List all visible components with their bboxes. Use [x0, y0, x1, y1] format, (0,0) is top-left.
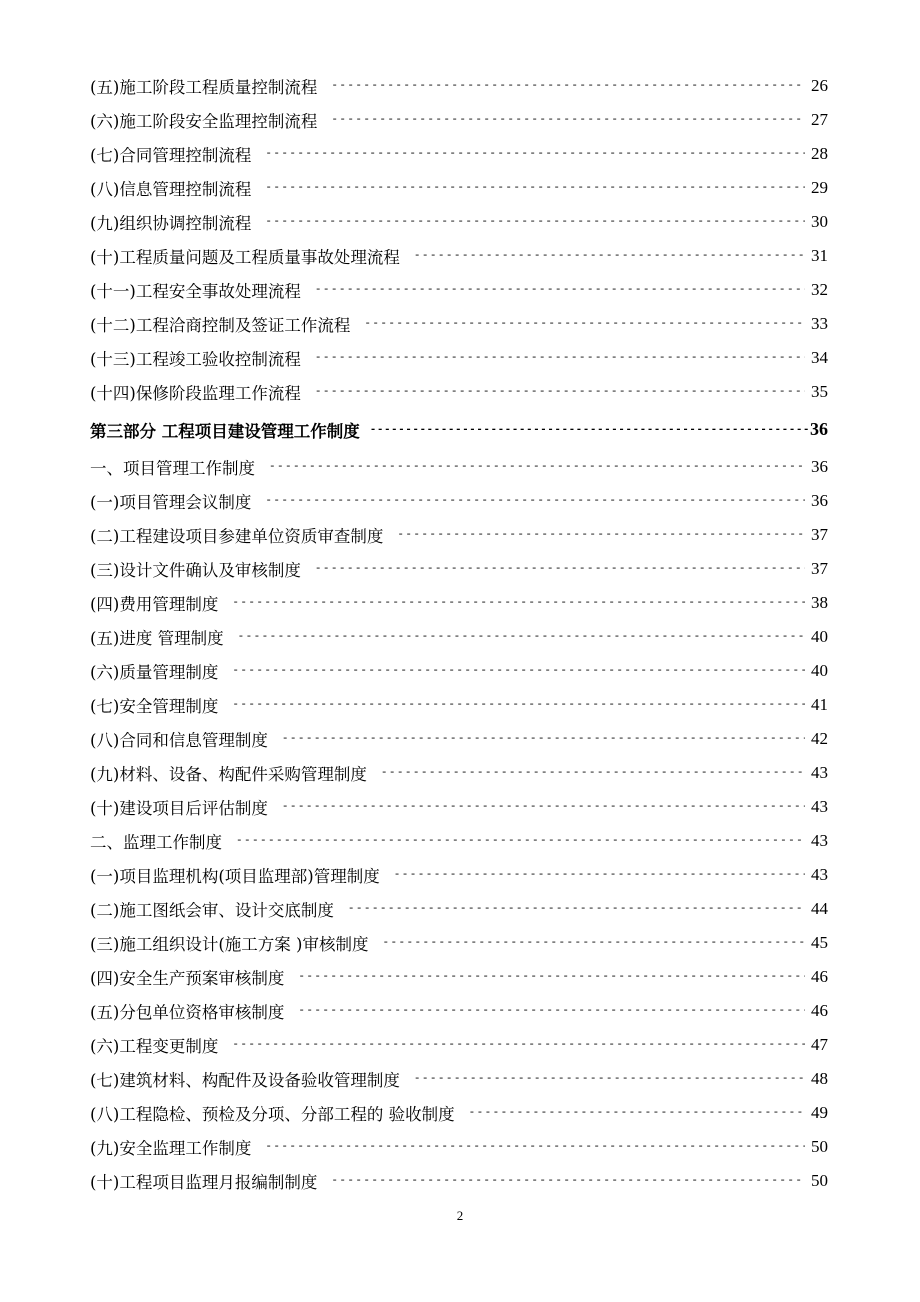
toc-entry-title: (十一)工程安全事故处理流程	[90, 282, 301, 301]
toc-entry[interactable]	[90, 273, 828, 307]
dot-leader	[469, 1107, 805, 1119]
toc-entry[interactable]	[90, 756, 828, 790]
toc-entry[interactable]	[90, 307, 828, 341]
toc-entry-title: (二)工程建设项目参建单位资质审查制度	[90, 527, 384, 546]
toc-entry[interactable]	[90, 994, 828, 1028]
toc-entry-page: 40	[811, 627, 828, 646]
toc-entry-page: 46	[811, 967, 828, 986]
toc-entry[interactable]	[90, 375, 828, 409]
toc-entry[interactable]	[90, 341, 828, 375]
toc-entry-title: (九)材料、设备、构配件采购管理制度	[90, 765, 367, 784]
toc-entry[interactable]	[90, 926, 828, 960]
toc-entry[interactable]	[90, 484, 828, 518]
toc-entry-page: 43	[811, 831, 828, 850]
toc-entry-page: 29	[811, 178, 828, 197]
dot-leader	[414, 1073, 805, 1085]
toc-entry-page: 43	[811, 865, 828, 884]
page-number: 2	[456, 1208, 464, 1223]
toc-entry-page: 28	[811, 144, 828, 163]
dot-leader	[232, 1039, 805, 1051]
dot-leader	[364, 318, 805, 330]
toc-entry-title: (四)费用管理制度	[90, 595, 219, 614]
dot-leader	[315, 563, 805, 575]
dot-leader	[265, 1141, 805, 1153]
toc-entry-title: (十)工程项目监理月报编制制度	[90, 1173, 318, 1192]
toc-entry-page: 42	[811, 729, 828, 748]
toc-entry[interactable]	[90, 586, 828, 620]
dot-leader	[394, 869, 805, 881]
toc-entry-title: (二)施工图纸会审、设计交底制度	[90, 901, 334, 920]
toc-entry-page: 48	[811, 1069, 828, 1088]
toc-entry-title: (三)设计文件确认及审核制度	[90, 561, 301, 580]
toc-entry-title: (十)建设项目后评估制度	[90, 799, 268, 818]
toc-entry-page: 27	[811, 110, 828, 129]
toc-entry[interactable]	[90, 790, 828, 824]
toc-entry-title: (六)工程变更制度	[90, 1037, 219, 1056]
toc-entry-title: (五)进度 管理制度	[90, 629, 224, 648]
dot-leader	[331, 80, 805, 92]
toc-entry-title: (四)安全生产预案审核制度	[90, 969, 285, 988]
toc-entry-page: 36	[811, 491, 828, 510]
toc-entry-page: 36	[810, 419, 828, 439]
dot-leader	[282, 801, 805, 813]
toc-entry-title: 第三部分 工程项目建设管理工作制度	[90, 421, 360, 441]
toc-entry-title: (九)安全监理工作制度	[90, 1139, 252, 1158]
dot-leader	[331, 114, 805, 126]
toc-entry[interactable]	[90, 239, 828, 273]
dot-leader	[383, 937, 806, 949]
toc-entry[interactable]	[90, 892, 828, 926]
dot-leader	[315, 386, 805, 398]
toc-entry-title: (八)合同和信息管理制度	[90, 731, 268, 750]
toc-entry-page: 49	[811, 1103, 828, 1122]
dot-leader	[265, 495, 805, 507]
toc-entry-page: 32	[811, 280, 828, 299]
toc-entry-title: (十三)工程竣工验收控制流程	[90, 350, 301, 369]
toc-entry-title: (八)工程隐检、预检及分项、分部工程的 验收制度	[90, 1105, 455, 1124]
toc-entry-page: 31	[811, 246, 828, 265]
toc-entry-page: 30	[811, 212, 828, 231]
toc-entry-page: 33	[811, 314, 828, 333]
toc-entry[interactable]	[90, 518, 828, 552]
dot-leader	[236, 835, 805, 847]
dot-leader	[238, 631, 805, 643]
toc-entry[interactable]	[90, 171, 828, 205]
toc-entry-page: 37	[811, 525, 828, 544]
toc-entry-page: 50	[811, 1171, 828, 1190]
dot-leader	[370, 424, 808, 436]
toc-entry-title: (六)施工阶段安全监理控制流程	[90, 112, 318, 131]
toc-entry[interactable]	[90, 1164, 828, 1198]
toc-section-heading[interactable]	[90, 409, 828, 450]
toc-entry-title: (六)质量管理制度	[90, 663, 219, 682]
toc-entry-page: 34	[811, 348, 828, 367]
toc-entry[interactable]	[90, 1096, 828, 1130]
toc-entry[interactable]	[90, 69, 828, 103]
toc-entry[interactable]	[90, 960, 828, 994]
toc-entry-page: 41	[811, 695, 828, 714]
toc-entry-page: 37	[811, 559, 828, 578]
toc-entry[interactable]	[90, 1062, 828, 1096]
toc-entry[interactable]	[90, 103, 828, 137]
toc-entry[interactable]	[90, 1130, 828, 1164]
dot-leader	[381, 767, 805, 779]
dot-leader	[298, 1005, 805, 1017]
toc-entry-page: 40	[811, 661, 828, 680]
dot-leader	[414, 250, 805, 262]
dot-leader	[269, 461, 805, 473]
toc-entry-title: (八)信息管理控制流程	[90, 180, 252, 199]
toc-entry-title: (十二)工程洽商控制及签证工作流程	[90, 316, 351, 335]
toc-entry-page: 45	[811, 933, 828, 952]
dot-leader	[232, 597, 805, 609]
dot-leader	[265, 148, 805, 160]
toc-entry-page: 26	[811, 76, 828, 95]
toc-entry-title: (十四)保修阶段监理工作流程	[90, 384, 301, 403]
toc-entry-page: 44	[811, 899, 828, 918]
dot-leader	[348, 903, 805, 915]
toc-entry[interactable]	[90, 858, 828, 892]
toc-entry[interactable]	[90, 1028, 828, 1062]
toc-entry-page: 47	[811, 1035, 828, 1054]
dot-leader	[315, 352, 805, 364]
toc-entry-title: (五)分包单位资格审核制度	[90, 1003, 285, 1022]
toc-entry-title: 二、监理工作制度	[90, 833, 222, 852]
dot-leader	[265, 182, 805, 194]
dot-leader	[265, 216, 805, 228]
toc-entry-title: (九)组织协调控制流程	[90, 214, 252, 233]
toc-entry-title: (三)施工组织设计(施工方案 )审核制度	[90, 935, 369, 954]
toc-entry[interactable]	[90, 654, 828, 688]
toc-entry[interactable]	[90, 824, 828, 858]
toc-entry-title: (七)安全管理制度	[90, 697, 219, 716]
toc-entry-page: 36	[811, 457, 828, 476]
toc-entry-page: 35	[811, 382, 828, 401]
toc-entry-title: (一)项目监理机构(项目监理部)管理制度	[90, 867, 380, 886]
toc-entry-page: 43	[811, 797, 828, 816]
toc-entry-title: (一)项目管理会议制度	[90, 493, 252, 512]
toc-entry-title: (五)施工阶段工程质量控制流程	[90, 78, 318, 97]
toc-entry[interactable]	[90, 205, 828, 239]
dot-leader	[232, 665, 805, 677]
toc-entry[interactable]	[90, 722, 828, 756]
dot-leader	[315, 284, 805, 296]
dot-leader	[282, 733, 805, 745]
toc-entry-page: 46	[811, 1001, 828, 1020]
table-of-contents	[90, 69, 828, 1198]
dot-leader	[331, 1175, 805, 1187]
toc-entry-page: 38	[811, 593, 828, 612]
toc-entry[interactable]	[90, 552, 828, 586]
toc-entry[interactable]	[90, 620, 828, 654]
toc-entry[interactable]	[90, 450, 828, 484]
dot-leader	[298, 971, 805, 983]
toc-entry[interactable]	[90, 137, 828, 171]
toc-entry-title: (十)工程质量问题及工程质量事故处理流程	[90, 248, 400, 267]
dot-leader	[232, 699, 805, 711]
toc-entry[interactable]	[90, 688, 828, 722]
toc-entry-page: 43	[811, 763, 828, 782]
toc-entry-page: 50	[811, 1137, 828, 1156]
toc-entry-title: (七)合同管理控制流程	[90, 146, 252, 165]
dot-leader	[397, 529, 805, 541]
toc-entry-title: (七)建筑材料、构配件及设备验收管理制度	[90, 1071, 400, 1090]
toc-entry-title: 一、项目管理工作制度	[90, 459, 255, 478]
